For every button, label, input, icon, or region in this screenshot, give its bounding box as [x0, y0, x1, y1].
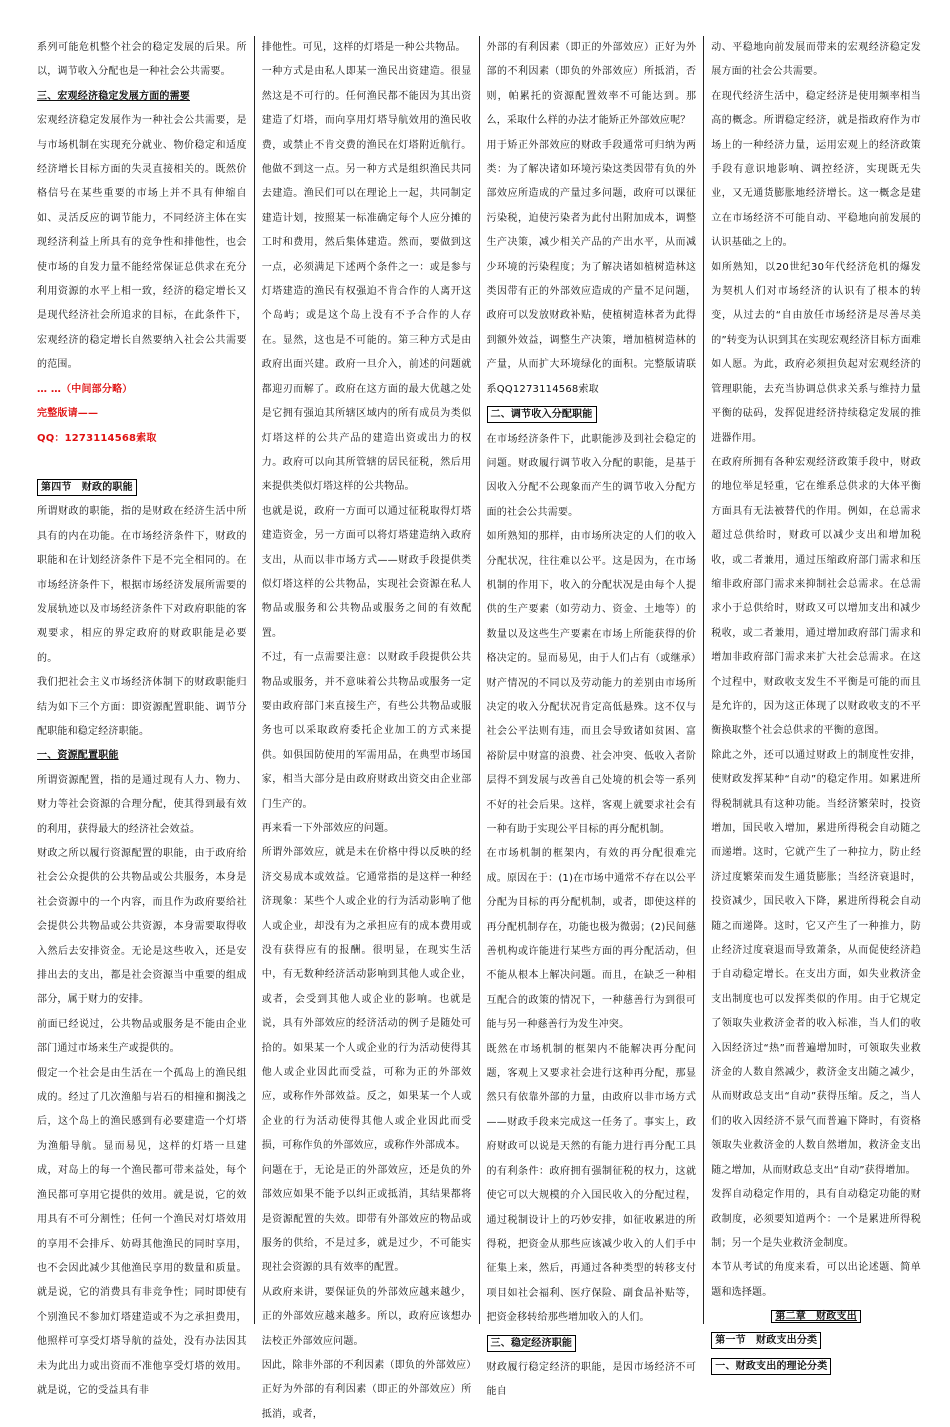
- paragraph: 从政府来讲，要保证负的外部效应越来越少，正的外部效应越来越多。所以，政府应该想办法校正外部效应问题。: [261, 1286, 472, 1347]
- paragraph: 一种方式是由私人即某一渔民出资建造。很显然这是不可行的。任何渔民都不能因为其出资建造了灯塔，而向享用灯塔导航效用的渔民收费，或禁止不肯交费的渔民在灯塔附近航行。他做不到这一点。另一种方式是组织渔民共同去建造。渔民们可以在理论上一起，共同制定建造计划，按照某一标准确定每个人应分摊的工时和费用，然后集体建造。然而，要做到这一点，必须满足下述两个条件之一：或是参与灯塔建造的渔民有权强迫不肯合作的人离开这个岛屿；或是这个岛上没有不予合作的人存在。显然，这也是不可能的。第三种方式是由政府出面兴建。政府一旦介入，前述的问题就都迎刃而解了。政府在这方面的最大优越之处是它拥有强迫其所辖区域内的所有成员为类似灯塔这样的公共产品的建造出资或出力的权力。政府可以向其所管辖的居民征税，然后用来提供类似灯塔这样的公共物品。: [261, 66, 472, 493]
- section-heading: 第四节 财政的职能: [37, 479, 137, 496]
- column-3: [480, 36, 705, 1398]
- paragraph: 也就是说，政府一方面可以通过征税取得灯塔建造资金，另一方面可以将灯塔建造纳入政府支出，从而以非市场方式——财政手段提供类似灯塔这样的公共物品，实现社会资源在私人物品或服务和公共物品或服务之间的有效配置。: [261, 505, 472, 639]
- paragraph: 再来看一下外部效应的问题。: [261, 823, 395, 834]
- paragraph: 在市场经济条件下，此职能涉及到社会稳定的问题。财政履行调节收入分配的职能，是基于因收入分配不公现象而产生的调节收入分配方面的社会公共需要。: [486, 433, 697, 518]
- paragraph: 外部的有利因素（即正的外部效应）正好为外部的不利因素（即负的外部效应）所抵消，否则，帕累托的资源配置效率不可能达到。那么，采取什么样的办法才能矫正外部效应呢？: [486, 42, 697, 127]
- paragraph: 如所熟知的那样，由市场所决定的人们的收入分配状况，往往难以公平。这是因为，在市场机制的作用下，收入的分配状况是由每个人提供的生产要素（如劳动力、资金、土地等）的数量以及这些生产要素在市场上所能获得的价格决定的。显而易见，由于人们占有（或继承）财产情况的不同以及劳动能力的差别由市场所决定的收入分配状况肯定高低悬殊。这不仅与社会公平法则有违，而且会导致诸如贫困、富裕阶层中财富的浪费、社会冲突、低收入者阶层得不到发展与改善自己处境的机会等一系列不好的社会后果。这样，客观上就要求社会有一种有助于实现公平目标的再分配机制。: [486, 531, 697, 835]
- paragraph: 排他性。可见，这样的灯塔是一种公共物品。: [261, 42, 466, 53]
- section-heading: 第一节 财政支出分类: [711, 1332, 821, 1349]
- paragraph: 动、平稳地向前发展而带来的宏观经济稳定发展方面的社会公共需要。: [711, 42, 921, 78]
- paragraph: 发挥自动稳定作用的，具有自动稳定功能的财政制度，必须要知道两个：一个是累进所得税制；另一个是失业救济金制度。: [711, 1189, 921, 1249]
- chapter-heading: [711, 1309, 921, 1324]
- paragraph: 财政履行稳定经济的职能，是因市场经济不可能自: [486, 1361, 697, 1398]
- section-heading: 三、宏观经济稳定发展方面的需要: [37, 90, 190, 102]
- column-2: [255, 36, 480, 1420]
- paragraph: 在市场机制的框架内，有效的再分配很难完成。原因在于：(1)在市场中通常不存在以公平分配为目标的再分配机制，或者，即使这样的再分配机制存在，功能也极为微弱；(2)民间慈善机构或许能进行某些方面的再分配活动，但不能从根本上解决问题。而且，在缺乏一种相互配合的政策的情况下，一种慈善行为到很可能与另一种慈善行为发生冲突。: [486, 848, 697, 1031]
- section-heading: 三、稳定经济职能: [487, 1335, 577, 1352]
- paragraph: 在政府所拥有各种宏观经济政策手段中，财政的地位举足轻重，它在维系总供求的大体平衡方面具有无法被替代的作用。例如，在总需求超过总供给时，财政可以减少支出和增加税收，或二者兼用，通过压缩政府部门需求和压缩非政府部门需求来抑制社会总需求。在总需求小于总供给时，财政又可以增加支出和减少税收，或二者兼用，通过增加政府部门需求和增加非政府部门需求来扩大社会总需求。在这个过程中，财政收支发生不平衡是可能的而且是允许的，因为这正体现了以财政收支的不平衡换取整个社会总供求的平衡的意图。: [711, 456, 921, 737]
- section-heading: 一、财政支出的理论分类: [711, 1358, 831, 1375]
- spacer: [37, 451, 247, 475]
- paragraph: 所谓财政的职能，指的是财政在经济生活中所具有的内在功能。在市场经济条件下，财政的职能和在计划经济条件下是不完全相同的。在市场经济条件下，根据市场经济发展所需要的发展轨迹以及市场经济条件下对政府职能的客观要求，相应的界定政府的财政职能是必要的。: [37, 506, 247, 664]
- paragraph: 不过，有一点需要注意：以财政手段提供公共物品或服务，并不意味着公共物品或服务一定要由政府部门来直接生产，有些公共物品或服务也可以采取政府委托企业加工的方式来提供。如俱国防使用的军需用品，在典型市场国家，相当大部分是由政府财政出资交由企业部门生产的。: [261, 652, 472, 810]
- paragraph: 所谓资源配置，指的是通过现有人力、物力、财力等社会资源的合理分配，使其得到最有效的利用，获得最大的经济社会效益。: [37, 774, 247, 835]
- paragraph: 问题在于，无论是正的外部效应，还是负的外部效应如果不能予以纠正或抵消，其结果都将是资源配置的失效。即带有外部效应的物品或服务的供给，不是过多，就是过少，不可能实现社会资源的具有效率的配置。: [261, 1164, 472, 1274]
- omitted-note: … …（中间部分略）: [37, 383, 133, 395]
- paragraph: 假定一个社会是由生活在一个孤岛上的渔民组成的。经过了几次渔船与岩石的相撞和搁浅之后，这个岛上的渔民感到有必要建造一个灯塔为渔船导航。显而易见，这样的灯塔一旦建成，对岛上的每一个渔民都可带来益处，每个渔民都可享用它提供的效用。就是说，它的效用具有不可分割性；任何一个渔民对灯塔效用的享用不会排斥、妨碍其他渔民的同时享用，也不会因此减少其他渔民享用的数量和质量。就是说，它的消费具有非竞争性；同时即使有个别渔民不参加灯塔建造或不为之承担费用，他照样可享受灯塔导航的益处，没有办法因其未为此出力或出资而不准他享受灯塔的效用。就是说，它的受益具有非: [37, 1067, 247, 1396]
- paragraph: 在现代经济生活中，稳定经济是使用频率相当高的概念。所谓稳定经济，就是指政府作为市场上的一种经济力量，运用宏观上的经济政策手段有意识地影响、调控经济，实现既无失业，又无通货膨胀地经济增长。这一概念是建立在市场经济不可能自动、平稳地向前发展的认识基础之上的。: [711, 90, 921, 249]
- section-heading: 一、资源配置职能: [37, 750, 119, 762]
- paragraph: 所谓外部效应，就是未在价格中得以反映的经济交易成本或效益。它通常指的是这样一种经济现象：某些个人或企业的行为活动影响了他人或企业，却没有为之承担应有的成本费用或没有获得应有的报酬。很明显，在现实生活中，有无数种经济活动影响到其他人或企业，或者，会受到其他人或企业的影响。也就是说，具有外部效应的经济活动的例子是随处可拾的。如果某一个人或企业的行为活动使得其他人或企业因此而受益，可称为正的外部效应，或称作外部效益。反之，如果某一个人或企业的行为活动使得其他人或企业因此而受损，可称作负的外部效应，或称作外部成本。: [261, 847, 472, 1152]
- chapter-title: 第二章 财政支出: [771, 1310, 861, 1323]
- paragraph: 如所熟知，以20世纪30年代经济危机的爆发为契机人们对市场经济的认识有了根本的转变，从过去的“自由放任市场经济是尽善尽美的”转变为认识到其在实现宏观经济目标方面难如人愿。为此，政府必须担负起对宏观经济的管理职能，去充当协调总供求关系与维持力量平衡的砝码，发挥促进经济持续稳定发展的推进器作用。: [711, 261, 921, 444]
- column-1: [30, 36, 255, 1396]
- paragraph: 宏观经济稳定发展作为一种社会公共需要，是与市场机制在实现充分就业、物价稳定和适度经济增长目标方面的失灵直接相关的。既然价格信号在某些重要的市场上并不具有伸缩自如、灵活反应的调节能力，不同经济主体在实现经济利益上所具有的竞争性和排他性，也会使市场的自发力量不能经常保证总供求在充分利用资源的水平上相一致，经济的稳定增长又是现代经济社会所追求的目标，在此条件下，宏观经济的稳定增长自然要纳入社会公共需要的范围。: [37, 115, 247, 371]
- paragraph: 本节从考试的角度来看，可以出论述题、简单题和选择题。: [711, 1262, 921, 1298]
- full-version-note: 完整版请——: [37, 408, 99, 420]
- paragraph: 既然在市场机制的框架内不能解决再分配问题，客观上又要求社会进行这种再分配，那显然只有依靠外部的力量，由政府以非市场方式——财政手段来完成这一任务了。事实上，政府财政可以说是天然的有能力进行再分配工具的有利条件：政府拥有强制征税的权力，这就使它可以大规模的介入国民收入的分配过程，通过税制设计上的巧妙安排，如征收累进的所得税，把资金从那些应该减少收入的人们手中征集上来，然后，再通过各种类型的转移支付项目如社会福利、医疗保险、副食品补贴等，把资金移转给那些增加收入的人们。: [486, 1043, 697, 1324]
- paragraph: 前面已经说过，公共物品或服务是不能由企业部门通过市场来生产或提供的。: [37, 1018, 247, 1055]
- section-heading: 二、调节收入分配职能: [487, 406, 597, 423]
- qq-contact: QQ：1273114568索取: [37, 432, 157, 444]
- paragraph: 因此，除非外部的不利因素（即负的外部效应）正好为外部的有利因素（即正的外部效应）所抵消，或者，: [261, 1359, 472, 1420]
- paragraph: 财政之所以履行资源配置的职能，由于政府给社会公众提供的公共物品或公共服务，本身是社会资源中的一个内容，而且作为政府要给社会提供公共物品或公共资源，本身需要取得收入然后去安排资金。无论是这些收入，还是安排出去的支出，都是社会资源当中重要的组成部分，属于财力的安排。: [37, 848, 247, 1006]
- column-4: [704, 36, 928, 1372]
- paragraph: 我们把社会主义市场经济体制下的财政职能归结为如下三个方面：即资源配置职能、调节分配职能和稳定经济职能。: [37, 677, 247, 737]
- paragraph: 用于矫正外部效应的财政手段通常可归纳为两类：为了解决诸如环境污染这类因带有负的外部效应所造成的产量过多问题，政府可以课征污染税，迫使污染者为此付出附加成本，调整生产决策，减少相关产品的产出水平，从而减少环境的污染程度；为了解决诸如植树造林这类因带有正的外部效应造成的产量不足问题，政府可以发放财政补贴，使植树造林者为此得到额外效益，调整生产决策，增加植树造林的产量，从而扩大环境绿化的面积。完整版请联系QQ1273114568索取: [486, 139, 697, 395]
- paragraph: 系列可能危机整个社会的稳定发展的后果。所以，调节收入分配也是一种社会公共需要。: [37, 42, 247, 78]
- paragraph: 除此之外，还可以通过财政上的制度性安排，使财政发挥某种“自动”的稳定作用。如累进所得税制就具有这种功能。当经济繁荣时，投资增加，国民收入增加，累进所得税会自动随之而递增。这时，它就产生了一种拉力，防止经济过度繁荣而发生通货膨胀；当经济衰退时，投资减少，国民收入下降，累进所得税会自动随之而递降。这时，它又产生了一种推力，防止经济过度衰退而导致萧条，从而促使经济趋于自动稳定增长。在支出方面，如失业救济金支出制度也可以发挥类似的作用。由于它规定了领取失业救济金者的收入标准，当人们的收入因经济过“热”而普遍增加时，可领取失业救济金的人数自然减少，救济金支出随之减少，从而财政总支出“自动”获得压缩。反之，当人们的收入因经济不景气而普遍下降时，有资格领取失业救济金的人数自然增加，救济金支出随之增加，从而财政总支出“自动”获得增加。: [711, 749, 921, 1176]
